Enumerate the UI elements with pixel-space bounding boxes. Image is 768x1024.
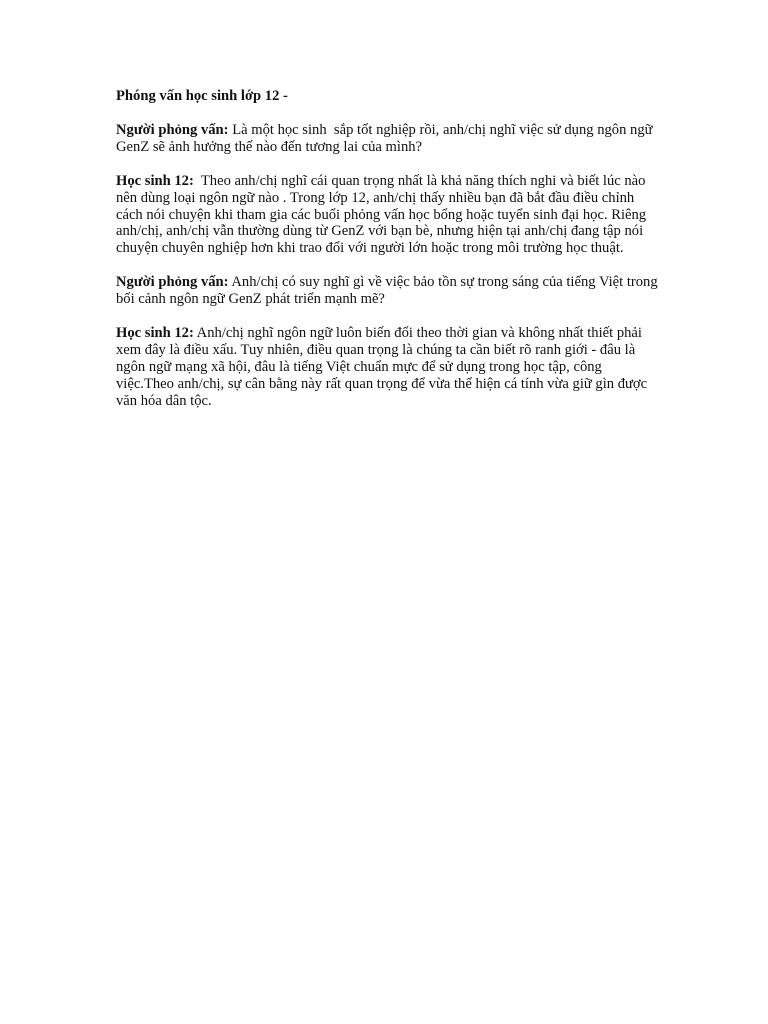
document-page bbox=[116, 88, 661, 427]
paragraph-text: Là một học sinh sắp tốt nghiệp rồi, anh/chị nghĩ việc sử dụng ngôn ngữ GenZ sẽ ảnh hưởng thế nào đến tương lai của mình? bbox=[116, 121, 657, 155]
speaker-label: Người phỏng vấn: bbox=[116, 274, 229, 291]
paragraph-text: Theo anh/chị nghĩ cái quan trọng nhất là khả năng thích nghi và biết lúc nào nên dùng loại ngôn ngữ nào . Trong lớp 12, anh/chị thấy nhiều bạn đã bắt đầu điều chỉnh cách nói chuyện khi tham gia các buổi phỏng vấn học bổng hoặc tuyển sinh đại học. Riêng anh/chị, anh/chị vẫn thường dùng từ GenZ với bạn bè, nhưng hiện tại anh/chị đang tập nói chuyện chuyên nghiệp hơn khi trao đổi với người lớn hoặc trong môi trường học thuật. bbox=[116, 172, 650, 257]
interview-paragraph bbox=[116, 325, 661, 410]
speaker-label: Học sinh 12: bbox=[116, 172, 194, 189]
document-title: Phóng vấn học sinh lớp 12 - bbox=[116, 88, 288, 104]
interview-paragraph bbox=[116, 173, 661, 258]
interview-paragraph bbox=[116, 122, 661, 156]
speaker-label: Học sinh 12: bbox=[116, 325, 194, 342]
paragraph-text: Anh/chị nghĩ ngôn ngữ luôn biến đổi theo thời gian và không nhất thiết phải xem đây là điều xấu. Tuy nhiên, điều quan trọng là chúng ta cần biết rõ ranh giới - đâu là ngôn ngữ mạng xã hội, đâu là tiếng Việt chuẩn mực để sử dụng trong học tập, công việc.Theo anh/chị, sự cân bằng này rất quan trọng để vừa thể hiện cá tính vừa giữ gìn được văn hóa dân tộc. bbox=[116, 325, 651, 409]
paragraph-text: Anh/chị có suy nghĩ gì về việc bảo tồn sự trong sáng của tiếng Việt trong bối cảnh ngôn ngữ GenZ phát triển mạnh mẽ? bbox=[116, 274, 662, 308]
speaker-label: Người phỏng vấn: bbox=[116, 121, 229, 138]
interview-paragraph bbox=[116, 274, 661, 308]
